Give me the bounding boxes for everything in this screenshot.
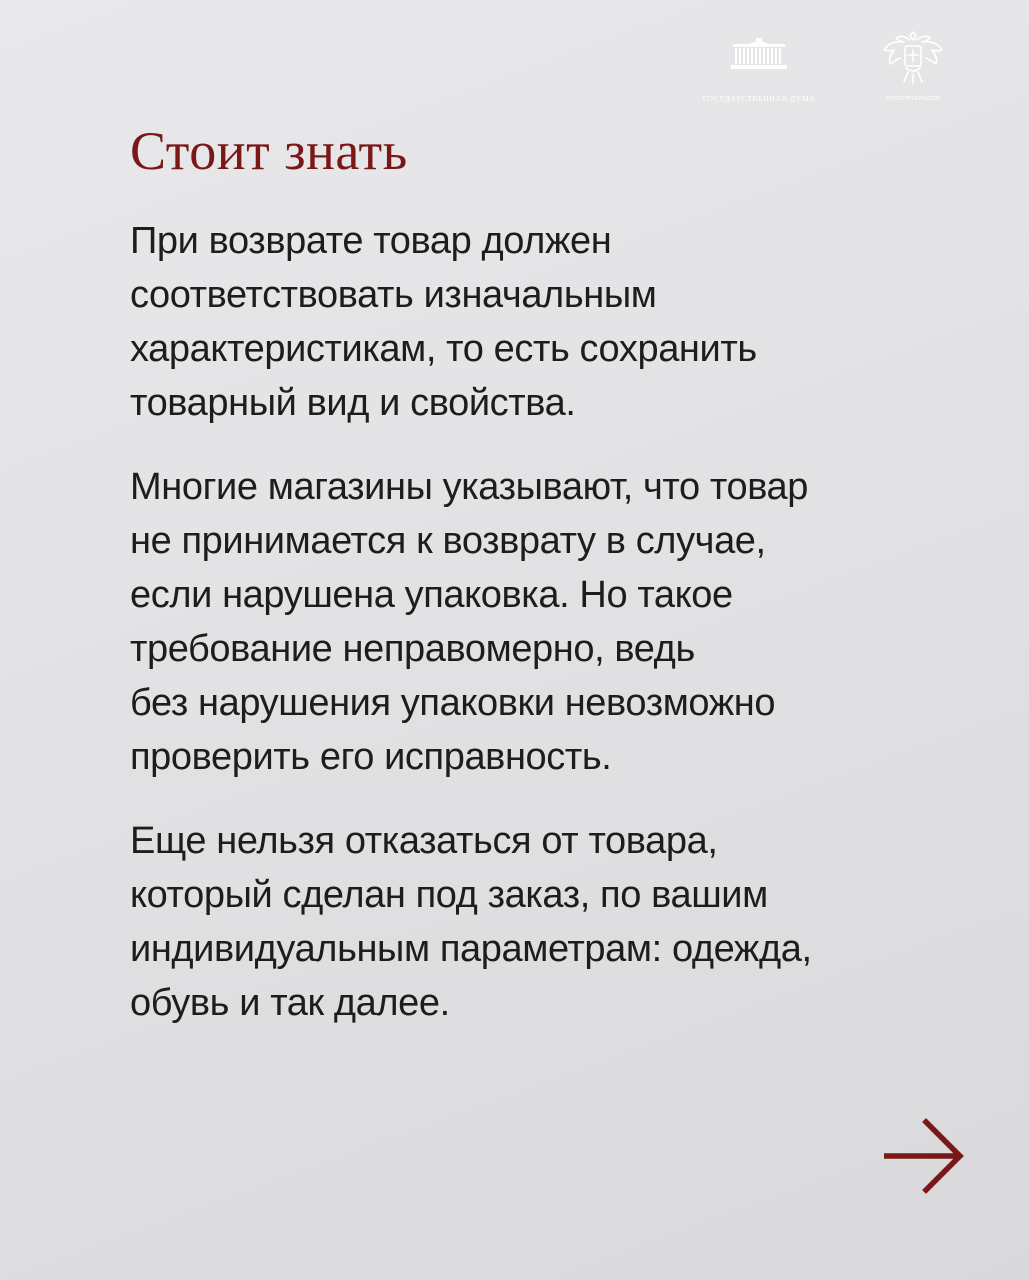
double-headed-eagle-icon xyxy=(880,28,946,88)
text-line: который сделан под заказ, по вашим xyxy=(130,874,768,916)
text-line: без нарушения упаковки невозможно xyxy=(130,682,776,724)
duma-building-icon xyxy=(731,38,787,70)
text-line: проверить его исправность. xyxy=(130,736,612,778)
arrow-right-icon xyxy=(884,1118,966,1194)
text-line: Многие магазины указывают, что товар xyxy=(130,466,809,508)
header-logos xyxy=(669,28,951,103)
main-content xyxy=(130,118,960,1030)
text-line: При возврате товар должен xyxy=(130,220,612,262)
text-line: соответствовать изначальным xyxy=(130,274,657,316)
text-line: требование неправомерно, ведь xyxy=(130,628,695,670)
text-line: если нарушена упаковка. Но такое xyxy=(130,574,733,616)
text-line: товарный вид и свойства. xyxy=(130,382,576,424)
duma-logo xyxy=(669,38,849,103)
paragraph-2 xyxy=(130,460,960,784)
next-slide-button[interactable] xyxy=(884,1118,966,1194)
page-title: Стоит знать xyxy=(130,121,408,181)
text-line: Еще нельзя отказаться от товара, xyxy=(130,820,718,862)
text-line: обувь и так далее. xyxy=(130,982,450,1024)
text-line: характеристикам, то есть сохранить xyxy=(130,328,757,370)
text-line: индивидуальным параметрам: одежда, xyxy=(130,928,812,970)
rpn-logo-text: РОСПОТРЕБНАДЗОР xyxy=(885,96,941,102)
duma-logo-text: ГОСУДАРСТВЕННАЯ ДУМА xyxy=(702,94,816,103)
text-line: не принимается к возврату в случае, xyxy=(130,520,766,562)
paragraph-3 xyxy=(130,814,960,1030)
rospotrebnadzor-logo xyxy=(875,28,951,102)
paragraph-1 xyxy=(130,214,960,430)
